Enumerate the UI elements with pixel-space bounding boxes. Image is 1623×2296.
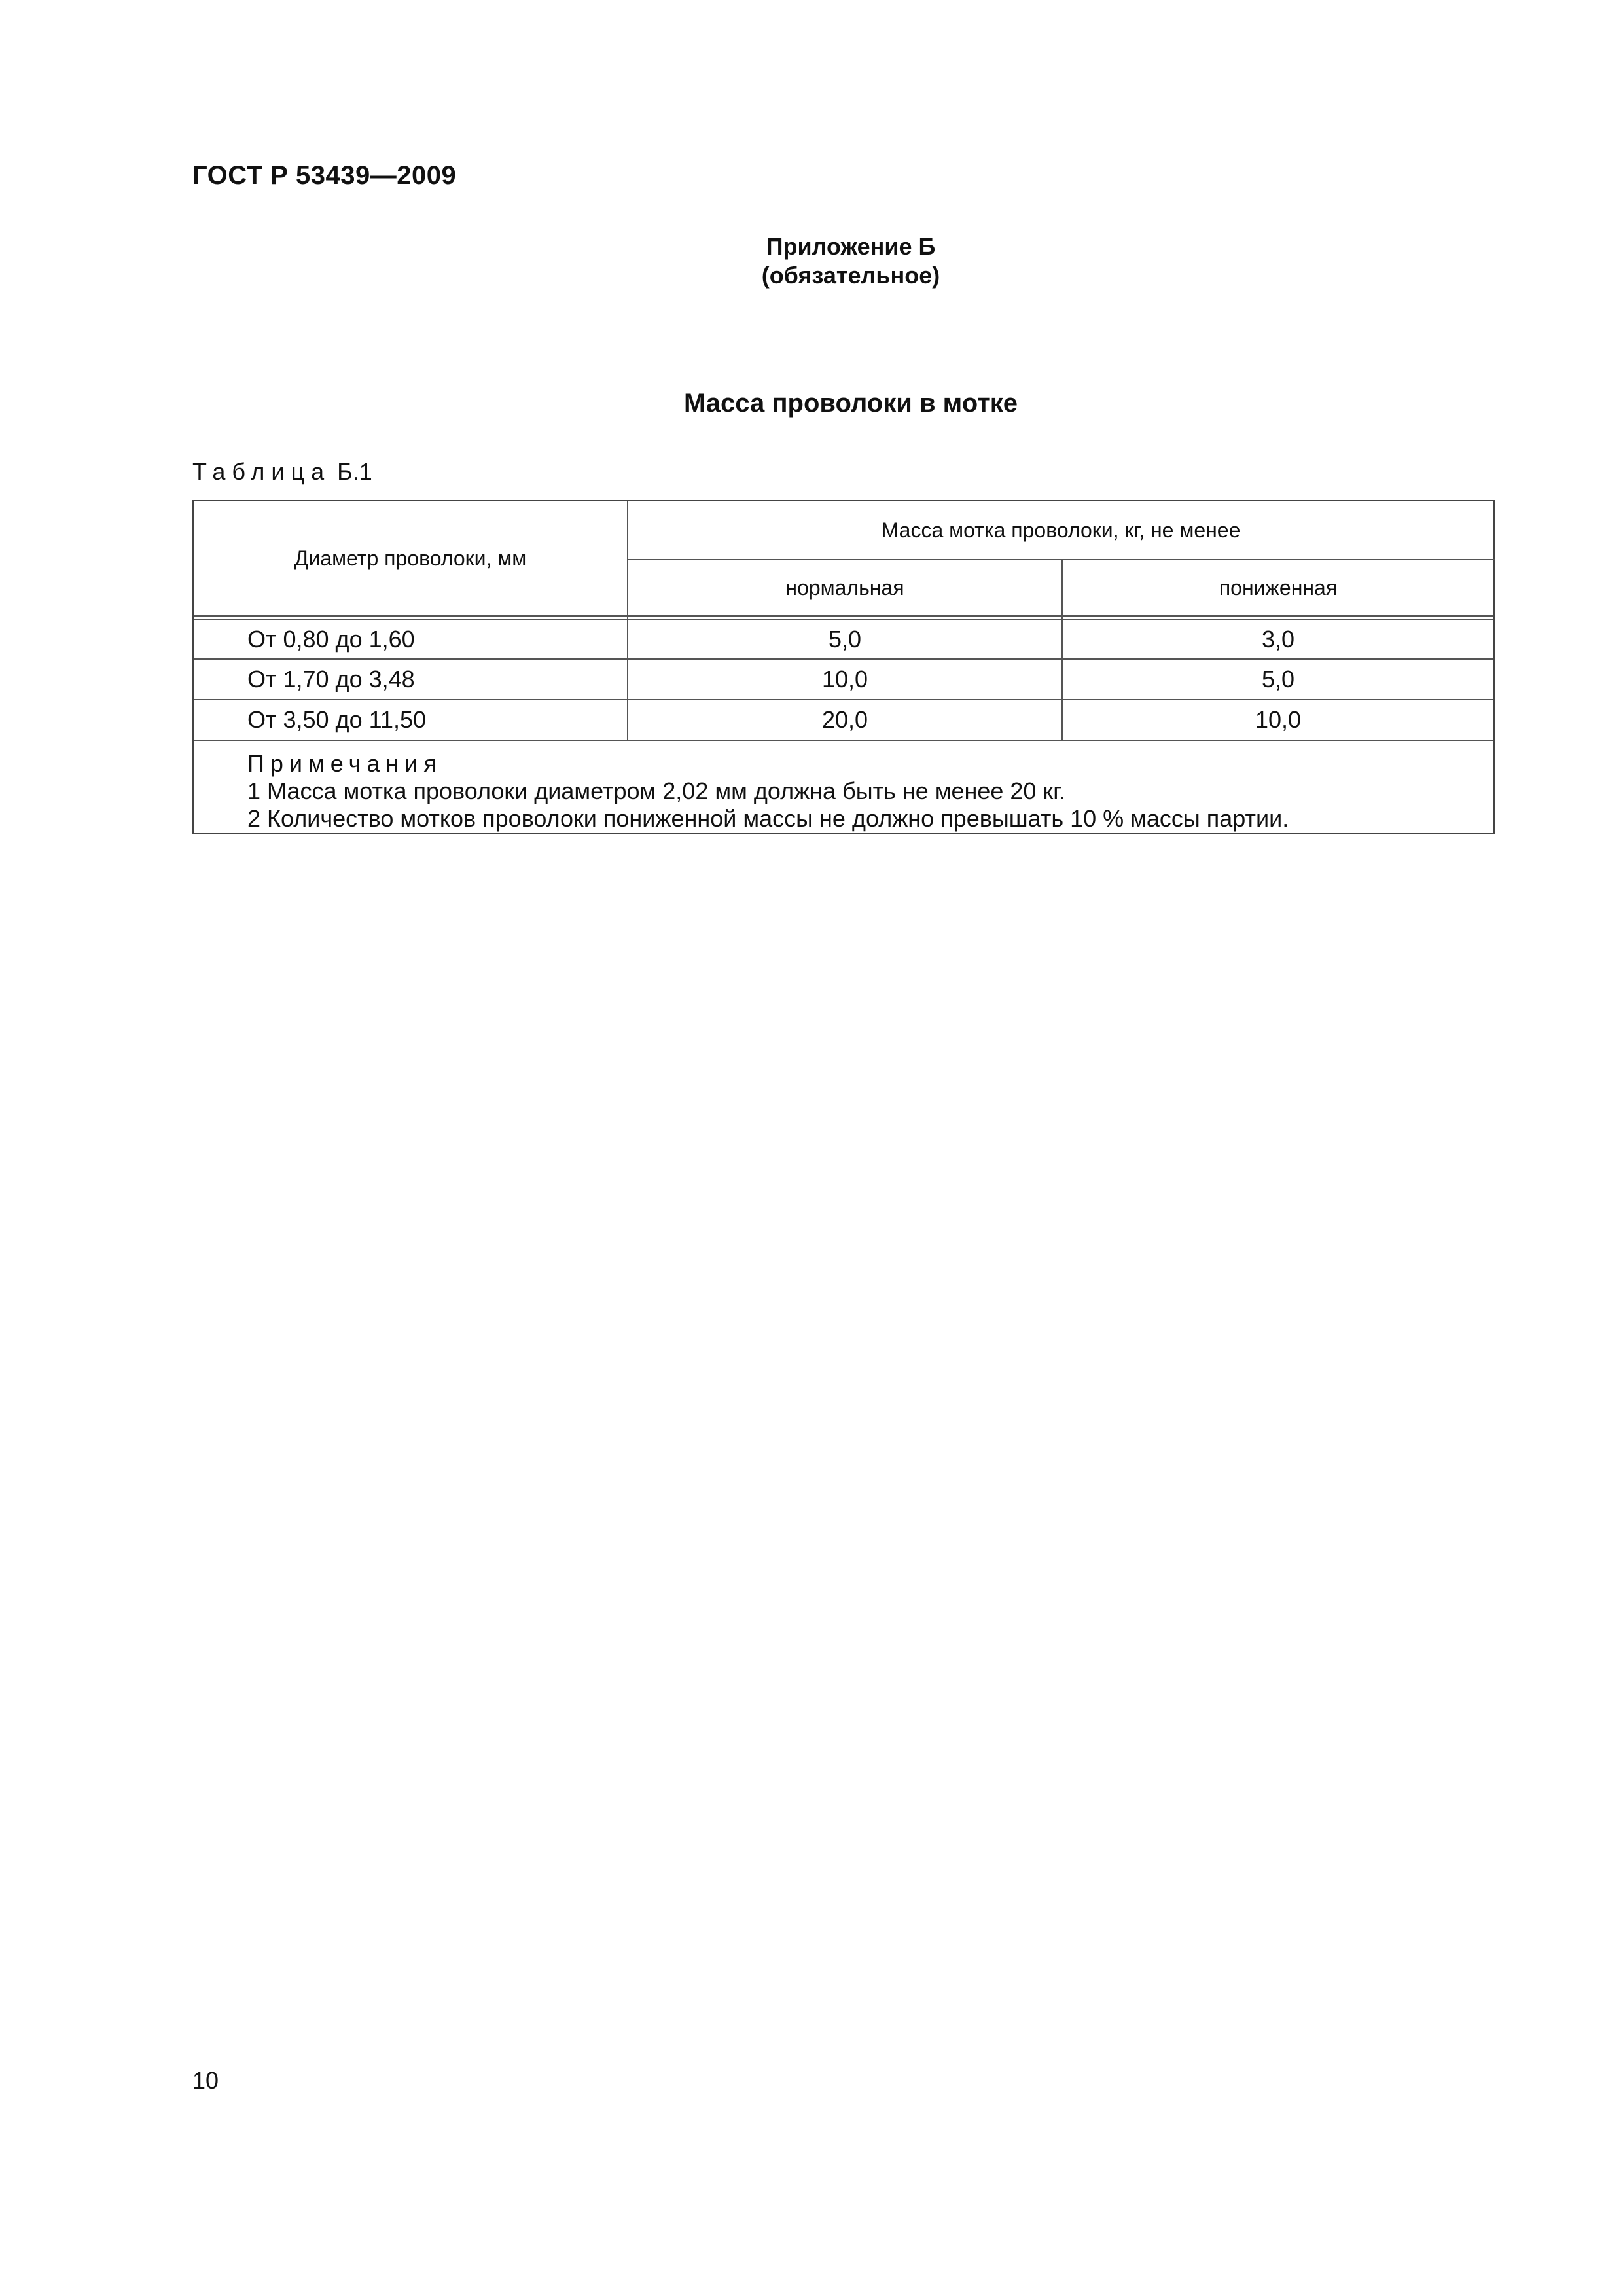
table-divider-h-row3 bbox=[194, 740, 1493, 741]
row-2-normal: 10,0 bbox=[821, 666, 868, 692]
row-3-normal: 20,0 bbox=[821, 706, 868, 733]
row-3-reduced: 10,0 bbox=[1255, 706, 1302, 733]
page-number: 10 bbox=[192, 2067, 219, 2094]
table-label-word: Таблица bbox=[192, 458, 331, 485]
row-1-reduced: 3,0 bbox=[1261, 626, 1295, 653]
appendix-title: Приложение Б bbox=[766, 233, 936, 260]
table-notes bbox=[247, 750, 1289, 833]
notes-title: Примечания bbox=[247, 750, 442, 777]
note-item-2: 2 Количество мотков проволоки пониженной массы не должно превышать 10 % массы партии. bbox=[247, 805, 1289, 832]
appendix-status: (обязательное) bbox=[761, 262, 940, 289]
row-2-diameter: От 1,70 до 3,48 bbox=[247, 666, 415, 692]
mass-table bbox=[192, 500, 1495, 834]
header-mass-group: Масса мотка проволоки, кг, не менее bbox=[881, 518, 1241, 542]
note-item-1: 1 Масса мотка проволоки диаметром 2,02 мм должна быть не менее 20 кг. bbox=[247, 778, 1065, 804]
header-diameter: Диаметр проволоки, мм bbox=[294, 546, 527, 570]
row-1-normal: 5,0 bbox=[828, 626, 862, 653]
table-label-number: Б.1 bbox=[337, 458, 372, 485]
document-code: ГОСТ Р 53439—2009 bbox=[192, 161, 457, 190]
row-3-diameter: От 3,50 до 11,50 bbox=[247, 706, 427, 733]
header-reduced: пониженная bbox=[1219, 575, 1338, 600]
header-normal: нормальная bbox=[785, 575, 904, 600]
row-2-reduced: 5,0 bbox=[1261, 666, 1295, 692]
section-title: Масса проволоки в мотке bbox=[683, 389, 1018, 418]
row-1-diameter: От 0,80 до 1,60 bbox=[247, 626, 415, 653]
table-divider-h-head1 bbox=[194, 615, 1493, 617]
table-label bbox=[192, 458, 372, 486]
